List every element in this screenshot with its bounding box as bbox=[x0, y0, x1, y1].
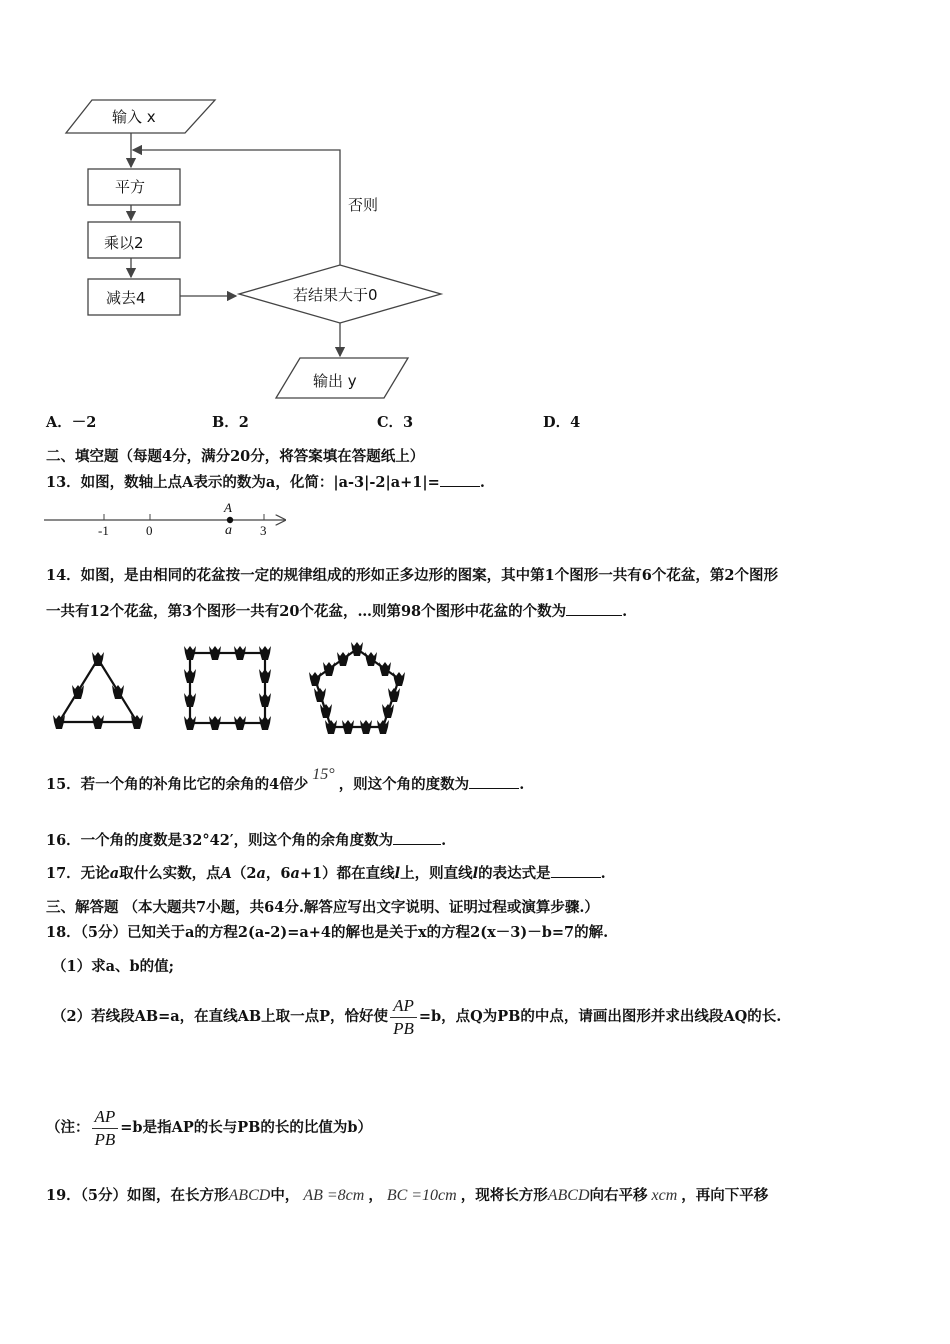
q18-part2-post: =b，点Q为PB的中点，请画出图形并求出线段AQ的长. bbox=[418, 1008, 782, 1025]
q19-post: ，再向下平移 bbox=[681, 1187, 769, 1204]
q18-note-post: =b是指AP的长与PB的长的比值为b） bbox=[120, 1119, 373, 1136]
q17-mid3: ，6 bbox=[265, 865, 291, 882]
flowchart-input-label: 输入 x bbox=[112, 108, 156, 126]
q17-l: l bbox=[394, 865, 401, 882]
axis-label-neg1: -1 bbox=[98, 523, 109, 538]
q17-mid1: 取什么实数，点 bbox=[119, 865, 221, 882]
q19-abcd2: ABCD bbox=[547, 1187, 590, 1204]
flowchart-step2: 乘以2 bbox=[104, 234, 144, 252]
point-a-label: A bbox=[224, 500, 232, 515]
q19-bc: BC =10cm bbox=[386, 1187, 457, 1204]
option-d: D．4 bbox=[543, 414, 581, 431]
q15-angle: 15° bbox=[312, 766, 335, 783]
q17-mid2: （2 bbox=[231, 865, 257, 882]
option-a: A．－2 bbox=[46, 414, 97, 431]
section3-header: 三、解答题 （本大题共7小题，共64分.解答应写出文字说明、证明过程或演算步骤.） bbox=[46, 899, 599, 916]
axis-label-3: 3 bbox=[260, 523, 267, 538]
q19-abcd: ABCD bbox=[228, 1187, 271, 1204]
q14-end: . bbox=[622, 603, 628, 620]
q15-post: ，则这个角的度数为 bbox=[338, 776, 470, 793]
q15-blank bbox=[469, 774, 519, 789]
q16 bbox=[46, 829, 446, 850]
flowchart-else-label: 否则 bbox=[348, 196, 379, 214]
flowerpot-figures bbox=[0, 0, 420, 750]
q15-end: . bbox=[519, 776, 525, 793]
q19-ab: AB =8cm bbox=[303, 1187, 365, 1204]
q14-line2: 一共有12个花盆，第3个图形一共有20个花盆，…则第98个图形中花盆的个数为 bbox=[46, 603, 567, 620]
q17-pre: 17．无论 bbox=[46, 865, 110, 882]
q17 bbox=[46, 862, 606, 883]
q17-mid4: +1）都在直线 bbox=[299, 865, 395, 882]
q17-a3: a bbox=[290, 865, 300, 882]
q18-line: 18．（5分）已知关于a的方程2(a-2)=a+4的解也是关于x的方程2(x－3)－b=7的解. bbox=[46, 924, 609, 941]
q17-end: . bbox=[600, 865, 606, 882]
q14-blank bbox=[566, 601, 622, 616]
q18-note-fraction bbox=[92, 1106, 119, 1151]
q16-blank bbox=[393, 830, 441, 845]
q18-part1: （1）求a、b的值; bbox=[52, 958, 174, 975]
q17-a: a bbox=[109, 865, 120, 882]
flowchart-decision: 若结果大于0 bbox=[293, 286, 378, 304]
q18-fraction bbox=[390, 995, 417, 1040]
q19-mid3: 向右平移 bbox=[589, 1187, 648, 1204]
q18-part2 bbox=[52, 988, 781, 1046]
q19-pre: 19．（5分）如图，在长方形 bbox=[46, 1187, 229, 1204]
triangle-pots bbox=[53, 652, 143, 729]
q13-text: 13．如图，数轴上点A表示的数为a，化简：|a-3|-2|a+1|= bbox=[46, 474, 440, 491]
q13-end: . bbox=[479, 474, 485, 491]
q18-note-pre: （注： bbox=[46, 1119, 90, 1136]
option-b: B．2 bbox=[212, 414, 249, 431]
q13-blank bbox=[440, 472, 480, 487]
q18-part2-pre: （2）若线段AB=a，在直线AB上取一点P，恰好使 bbox=[52, 1008, 389, 1025]
q18-note-frac-num: AP bbox=[94, 1106, 116, 1126]
q17-mid5: 上，则直线 bbox=[400, 865, 473, 882]
q17-l2: l bbox=[472, 865, 479, 882]
section2-header: 二、填空题（每题4分，满分20分，将答案填在答题纸上） bbox=[46, 448, 425, 465]
q17-a2: a bbox=[256, 865, 266, 882]
q19 bbox=[46, 1184, 768, 1205]
q15 bbox=[46, 766, 525, 800]
q14-line1: 14．如图，是由相同的花盆按一定的规律组成的形如正多边形的图案，其中第1个图形一共有6个花盆，第2个图形 bbox=[46, 567, 778, 584]
q15-pre: 15．若一个角的补角比它的余角的4倍少 bbox=[46, 776, 309, 793]
q19-mid2: ，现将长方形 bbox=[460, 1187, 548, 1204]
q16-text: 16．一个角的度数是32°42′，则这个角的余角度数为 bbox=[46, 832, 394, 849]
point-a-value: a bbox=[225, 523, 232, 538]
axis-label-0: 0 bbox=[146, 523, 153, 538]
pentagon-pots bbox=[309, 642, 405, 734]
flowchart-output-label: 输出 y bbox=[313, 372, 357, 390]
q16-end: . bbox=[441, 832, 447, 849]
square-pots bbox=[184, 646, 271, 730]
q18-note-frac-den: PB bbox=[92, 1128, 119, 1151]
q19-comma: ， bbox=[368, 1187, 383, 1204]
q18-note bbox=[46, 1099, 372, 1157]
q17-blank bbox=[551, 863, 601, 878]
flowchart-step1: 平方 bbox=[115, 178, 146, 196]
flowchart-step3: 减去4 bbox=[106, 289, 146, 307]
q18-frac-num: AP bbox=[393, 995, 414, 1015]
q19-mid1: 中， bbox=[270, 1187, 300, 1204]
q18-frac-den: PB bbox=[390, 1017, 417, 1040]
q19-xcm: xcm bbox=[651, 1187, 678, 1204]
q17-point: A bbox=[220, 865, 232, 882]
option-c: C．3 bbox=[377, 414, 414, 431]
q17-post: 的表达式是 bbox=[478, 865, 551, 882]
